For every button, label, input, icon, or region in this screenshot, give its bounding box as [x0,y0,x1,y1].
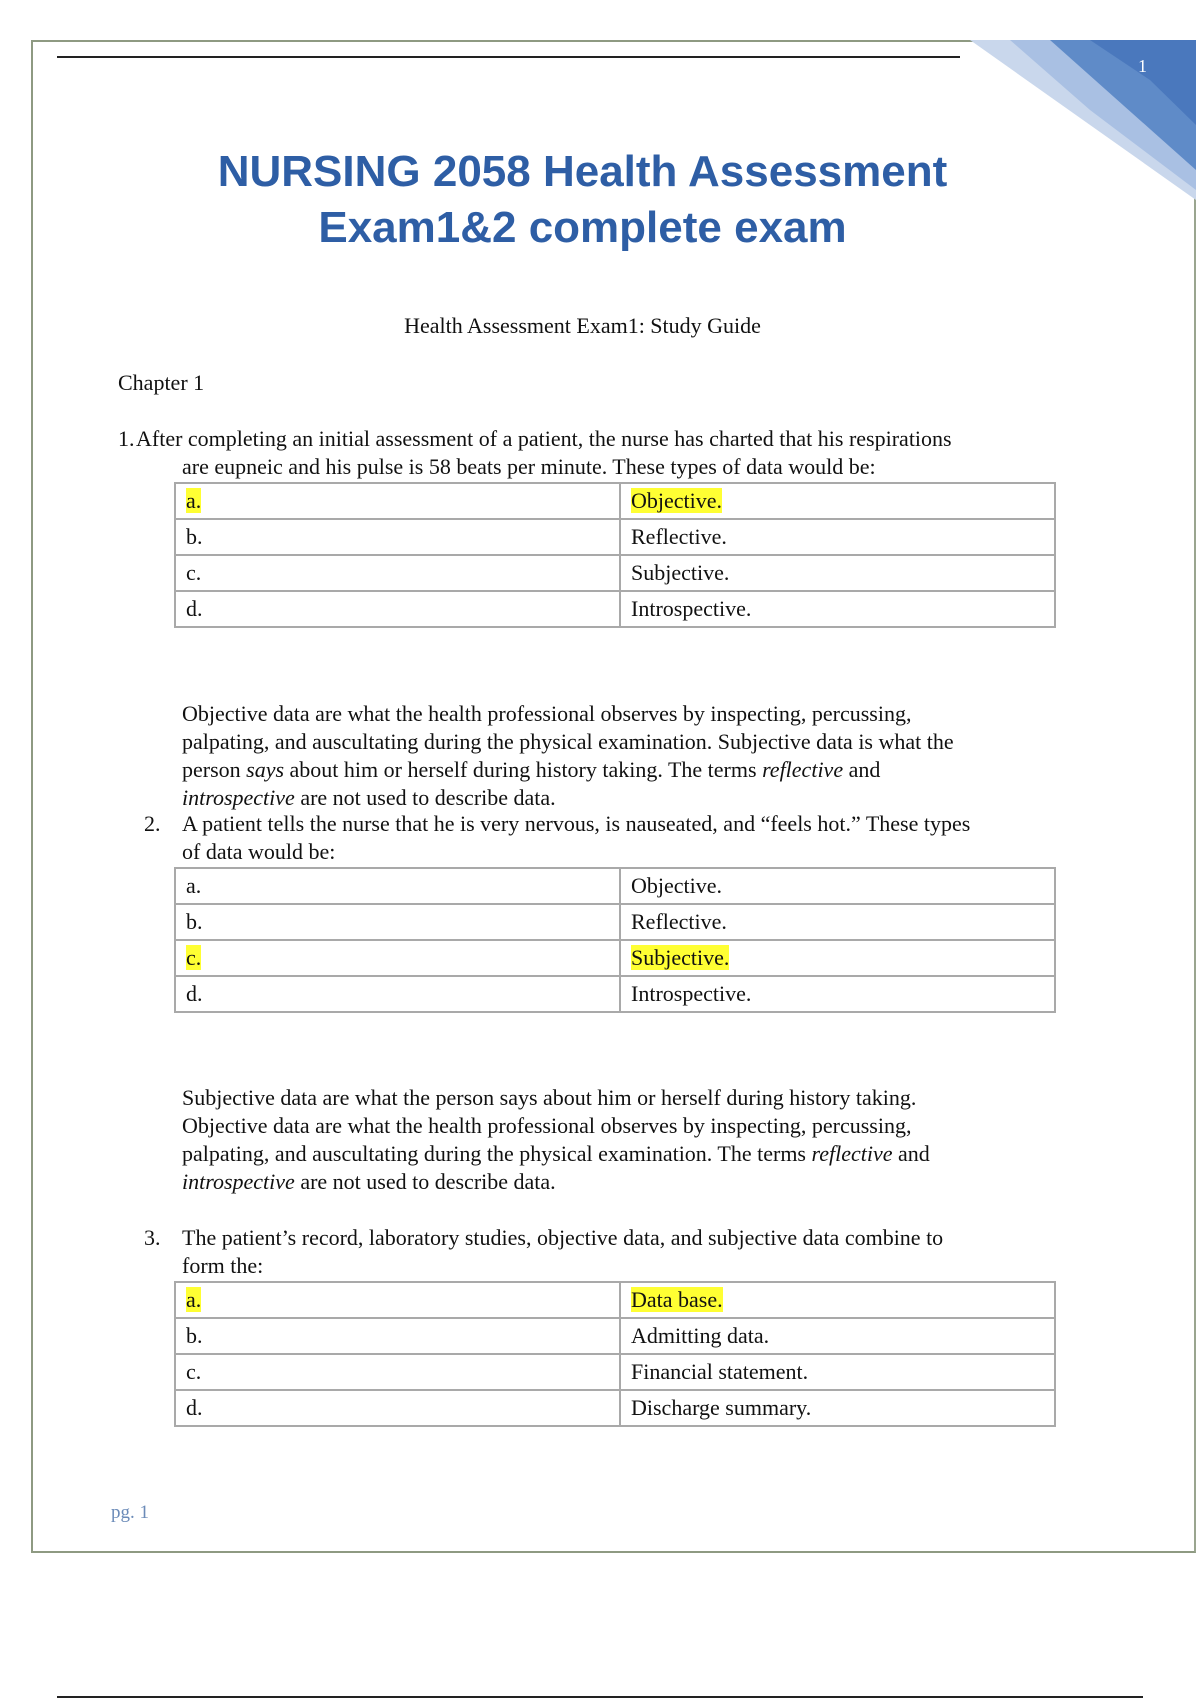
option-row [175,1354,1055,1390]
document-title [120,144,1045,256]
rationale-emphasis: says [246,757,285,782]
option-row [175,1390,1055,1426]
option-answer-cell [620,591,1055,627]
option-answer-cell [620,1318,1055,1354]
rationale-text: person [182,757,247,782]
title-line-1: NURSING 2058 Health Assessment [217,147,948,196]
question-3-text-line-1: The patient’s record, laboratory studies, objective data, and subjective data combine to [182,1225,944,1250]
header-rule [57,56,960,58]
option-letter-cell [175,904,620,940]
rationale-line: Objective data are what the health professional observes by inspecting, percussing, [182,1113,912,1138]
option-answer-cell [620,904,1055,940]
option-answer: Subjective. [631,560,730,585]
option-letter-cell [175,1354,620,1390]
footer-rule [57,1696,1143,1698]
rationale-emphasis: reflective [811,1141,893,1166]
option-answer: Subjective. [631,945,730,970]
option-letter-cell [175,519,620,555]
option-letter-cell [175,483,620,519]
option-answer-cell [620,555,1055,591]
option-answer: Discharge summary. [631,1395,812,1420]
rationale-text: and [843,757,881,782]
option-row [175,1318,1055,1354]
option-answer: Introspective. [631,981,752,1006]
option-letter-cell [175,1390,620,1426]
option-answer: Data base. [631,1287,723,1312]
option-answer-cell [620,519,1055,555]
option-letter: a. [186,488,202,513]
option-letter: b. [186,1323,203,1348]
option-letter-cell [175,1318,620,1354]
corner-page-number: 1 [1138,56,1147,76]
rationale-line: Subjective data are what the person says about him or herself during history taking. [182,1085,917,1110]
option-answer: Objective. [631,873,723,898]
rationale-line [182,1140,1062,1168]
option-answer: Reflective. [631,524,727,549]
option-answer: Objective. [631,488,723,513]
rationale-emphasis: introspective [182,785,295,810]
option-letter-cell [175,940,620,976]
option-row [175,940,1055,976]
question-1-number: 1. [118,426,135,451]
option-row [175,976,1055,1012]
option-row [175,1282,1055,1318]
option-letter: b. [186,524,203,549]
option-answer-cell [620,1354,1055,1390]
option-row [175,483,1055,519]
question-1-text-line-1: After completing an initial assessment of a patient, the nurse has charted that his respirations [136,426,952,451]
option-answer-cell [620,1390,1055,1426]
option-letter: a. [186,873,202,898]
rationale-text: and [892,1141,930,1166]
option-letter: d. [186,596,203,621]
question-3-number: 3. [144,1225,161,1250]
option-answer-cell [620,483,1055,519]
option-letter: c. [186,560,202,585]
option-letter: a. [186,1287,202,1312]
question-1-options-table [174,482,1056,628]
option-row [175,555,1055,591]
question-1-rationale [182,700,1062,812]
option-letter-cell [175,1282,620,1318]
rationale-line [182,1168,1062,1196]
chapter-heading: Chapter 1 [118,370,205,395]
footer-page-number: pg. 1 [111,1502,149,1523]
rationale-text: palpating, and auscultating during the physical examination. The terms [182,1141,812,1166]
rationale-text: about him or herself during history taking. The terms [284,757,763,782]
question-3-text-line-2: form the: [182,1253,264,1278]
option-answer: Reflective. [631,909,727,934]
question-3-options-table [174,1281,1056,1427]
option-row [175,904,1055,940]
question-2-rationale [182,1084,1062,1196]
option-letter: d. [186,1395,203,1420]
option-letter: c. [186,945,202,970]
option-letter-cell [175,555,620,591]
rationale-line [182,784,1062,812]
rationale-emphasis: reflective [762,757,844,782]
option-letter: b. [186,909,203,934]
rationale-line: Objective data are what the health professional observes by inspecting, percussing, [182,701,912,726]
option-letter: c. [186,1359,202,1384]
rationale-line: palpating, and auscultating during the physical examination. Subjective data is what the [182,729,954,754]
rationale-text: are not used to describe data. [294,785,556,810]
option-answer: Introspective. [631,596,752,621]
option-letter-cell [175,976,620,1012]
title-line-2: Exam1&2 complete exam [318,203,847,252]
rationale-line [182,756,1062,784]
option-letter-cell [175,868,620,904]
question-2-options-table [174,867,1056,1013]
option-answer-cell [620,976,1055,1012]
option-row [175,519,1055,555]
rationale-emphasis: introspective [182,1169,295,1194]
question-1-text-line-2: are eupneic and his pulse is 58 beats per minute. These types of data would be: [182,454,876,479]
option-row [175,868,1055,904]
option-letter-cell [175,591,620,627]
option-letter: d. [186,981,203,1006]
option-answer: Admitting data. [631,1323,770,1348]
subtitle: Health Assessment Exam1: Study Guide [404,313,761,338]
option-answer-cell [620,868,1055,904]
option-answer-cell [620,1282,1055,1318]
question-2-text-line-2: of data would be: [182,839,336,864]
option-row [175,591,1055,627]
option-answer: Financial statement. [631,1359,809,1384]
option-answer-cell [620,940,1055,976]
rationale-text: are not used to describe data. [294,1169,556,1194]
question-2-text-line-1: A patient tells the nurse that he is very nervous, is nauseated, and “feels hot.” These types [182,811,971,836]
question-2-number: 2. [144,811,161,836]
